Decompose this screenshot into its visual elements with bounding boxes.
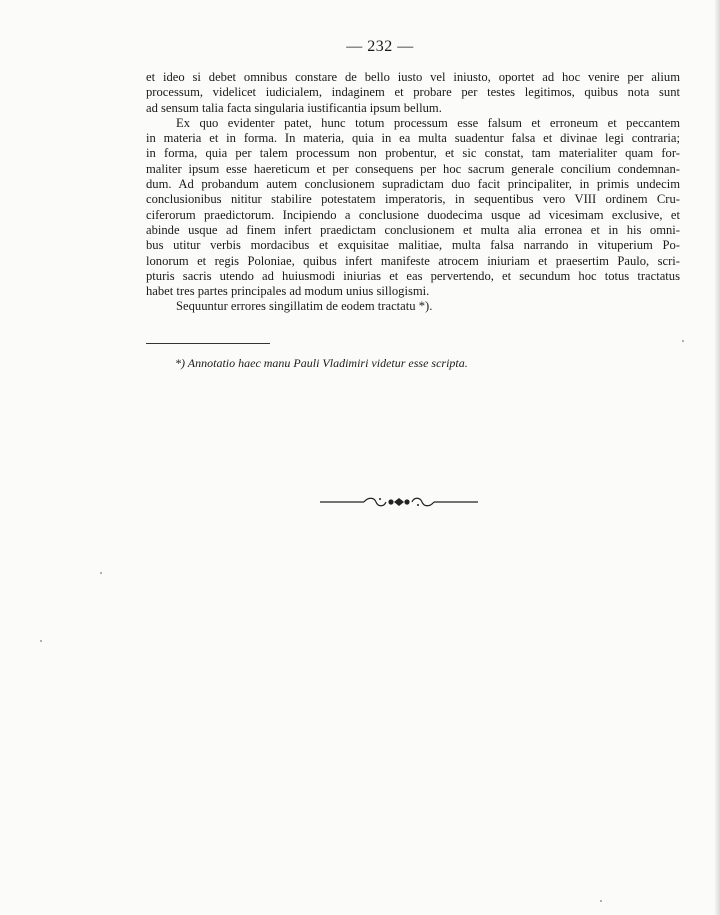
ornament-divider-icon [320,494,478,510]
text-line: conclusionibus nititur stabilire potestatem imperatoris, in sequentibus vero VIII ordinem Cru- [146,192,680,207]
text-line: processum, videlicet iudicialem, indaginem et probare per testes legitimos, quibus nota sunt [146,85,680,100]
text-line: abinde usque ad finem infert praedictam conclusionem et multa alia erronea et in his omni- [146,222,680,237]
text-line: et ideo si debet omnibus constare de bello iusto vel iniusto, oportet ad hoc venire per alium [146,70,680,84]
text-line: maliter ipsum esse haereticum et per consequens per hoc sacrum generale concilium condemnan- [146,161,680,176]
text-line: habet tres partes principales ad modum unius sillogismi. [146,284,430,299]
text-line: pturis sacris utendo ad huiusmodi iniurias et eas pervertendo, et secundum hoc totus tractatus [146,268,680,283]
text-line: Ex quo evidenter patet, hunc totum processum esse falsum et erroneum et peccantem [176,115,680,130]
page-edge-shadow [714,0,720,915]
page-number: — 232 — [346,38,414,55]
main-text [146,70,680,315]
text-line: in forma, quia per talem processum non probentur, et sic constat, tam materialiter quam for- [146,146,680,161]
text-line: ad sensum talia facta singularia iustificantia ipsum bellum. [146,100,442,115]
footnote: *) Annotatio haec manu Pauli Vladimiri videtur esse scripta. [175,356,468,370]
text-line: dum. Ad probandum autem conclusionem supradictam duo facit principaliter, in primis undecim [146,177,680,192]
text-line: in materia et in forma. In materia, quia in ea multa suadentur falsa et divinae legi contraria; [146,131,680,146]
text-line: ciferorum praedictorum. Incipiendo a conclusione duodecima usque ad vicesimam exclusive, et [146,207,680,222]
text-line: bus utitur verbis mordacibus et exquisitae malitiae, multa falsa narrando in vituperium Po- [146,238,680,253]
text-line: Sequuntur errores singillatim de eodem tractatu *). [176,299,433,314]
footnote-separator [146,343,270,344]
text-line: lonorum et regis Poloniae, quibus infert manifeste atrocem iniuriam et praesertim Paulo, scri- [146,253,680,268]
